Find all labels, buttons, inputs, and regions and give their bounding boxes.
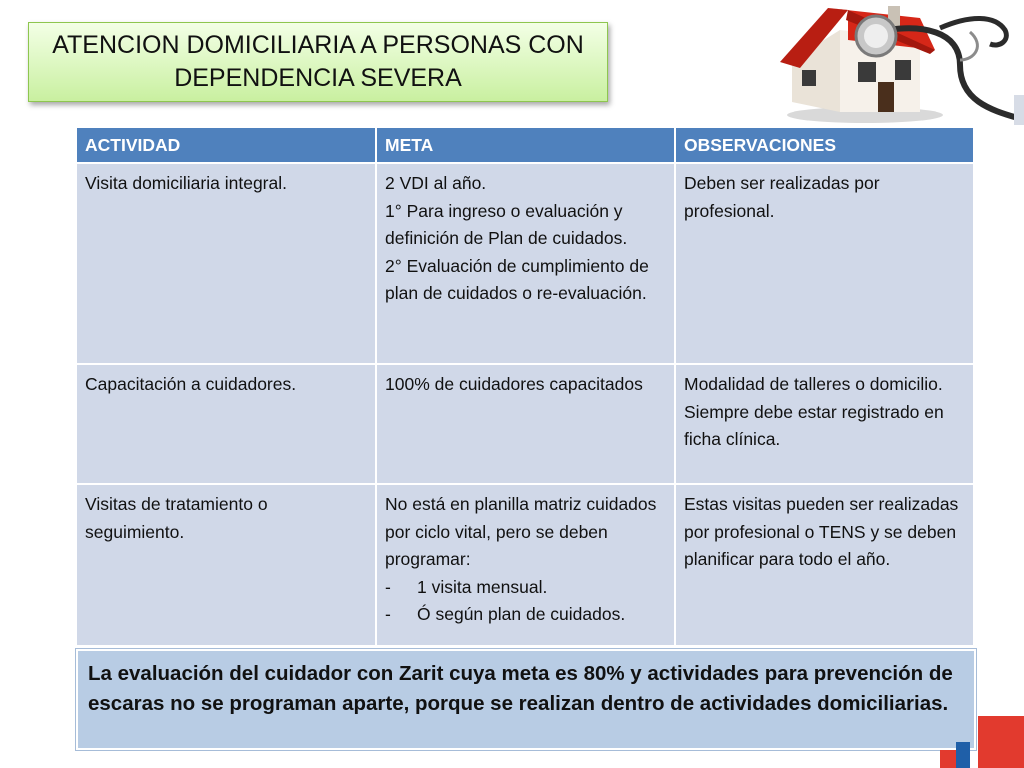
bullet-dash: - [385, 604, 391, 624]
table-header-row [76, 127, 974, 163]
table-row [76, 484, 974, 646]
cell-text: No está en planilla matriz cuidados por ciclo vital, pero se deben programar: [385, 494, 657, 569]
bullet-text: 1 visita mensual. [417, 576, 548, 597]
cell-actividad [76, 163, 376, 364]
column-header-meta: META [376, 127, 675, 163]
cell-text: Estas visitas pueden ser realizadas por profesional o TENS y se deben planificar para todo el año. [684, 494, 959, 569]
cell-meta [376, 163, 675, 364]
cell-text: 2° Evaluación de cumplimiento de plan de cuidados o re-evaluación. [385, 255, 649, 303]
cell-text: 100% de cuidadores capacitados [385, 374, 643, 394]
house-with-stethoscope-icon [770, 0, 1024, 125]
column-header-observaciones: OBSERVACIONES [675, 127, 974, 163]
cell-text: Visitas de tratamiento o seguimiento. [85, 494, 268, 542]
note-box [76, 649, 976, 750]
list-item [385, 574, 666, 602]
column-header-actividad: ACTIVIDAD [76, 127, 376, 163]
bullet-dash: - [385, 576, 391, 597]
activities-table [75, 126, 975, 647]
list-item [385, 601, 666, 629]
cell-observaciones [675, 163, 974, 364]
cell-observaciones [675, 364, 974, 484]
cell-text: Visita domiciliaria integral. [85, 173, 287, 193]
slide-title-box [28, 22, 608, 102]
cell-text: 2 VDI al año. [385, 173, 487, 193]
cell-observaciones [675, 484, 974, 646]
table-row [76, 163, 974, 364]
slide-title: ATENCION DOMICILIARIA A PERSONAS CON DEPENDENCIA SEVERA [52, 31, 584, 92]
bullet-text: Ó según plan de cuidados. [417, 604, 626, 624]
cell-actividad [76, 484, 376, 646]
cell-meta [376, 484, 675, 646]
cell-text: Capacitación a cuidadores. [85, 374, 297, 394]
cell-text: Deben ser realizadas por profesional. [684, 173, 880, 221]
cell-text: Modalidad de talleres o domicilio. [684, 374, 943, 394]
corner-decoration [940, 712, 1024, 768]
cell-text: 1° Para ingreso o evaluación y definición de Plan de cuidados. [385, 200, 628, 248]
cell-actividad [76, 364, 376, 484]
cell-text: Siempre debe estar registrado en ficha clínica. [684, 401, 944, 449]
cell-meta [376, 364, 675, 484]
table-row [76, 364, 974, 484]
note-text: La evaluación del cuidador con Zarit cuya meta es 80% y actividades para prevención de escaras no se programan aparte, porque se realizan dentro de actividades domiciliarias. [88, 662, 953, 715]
